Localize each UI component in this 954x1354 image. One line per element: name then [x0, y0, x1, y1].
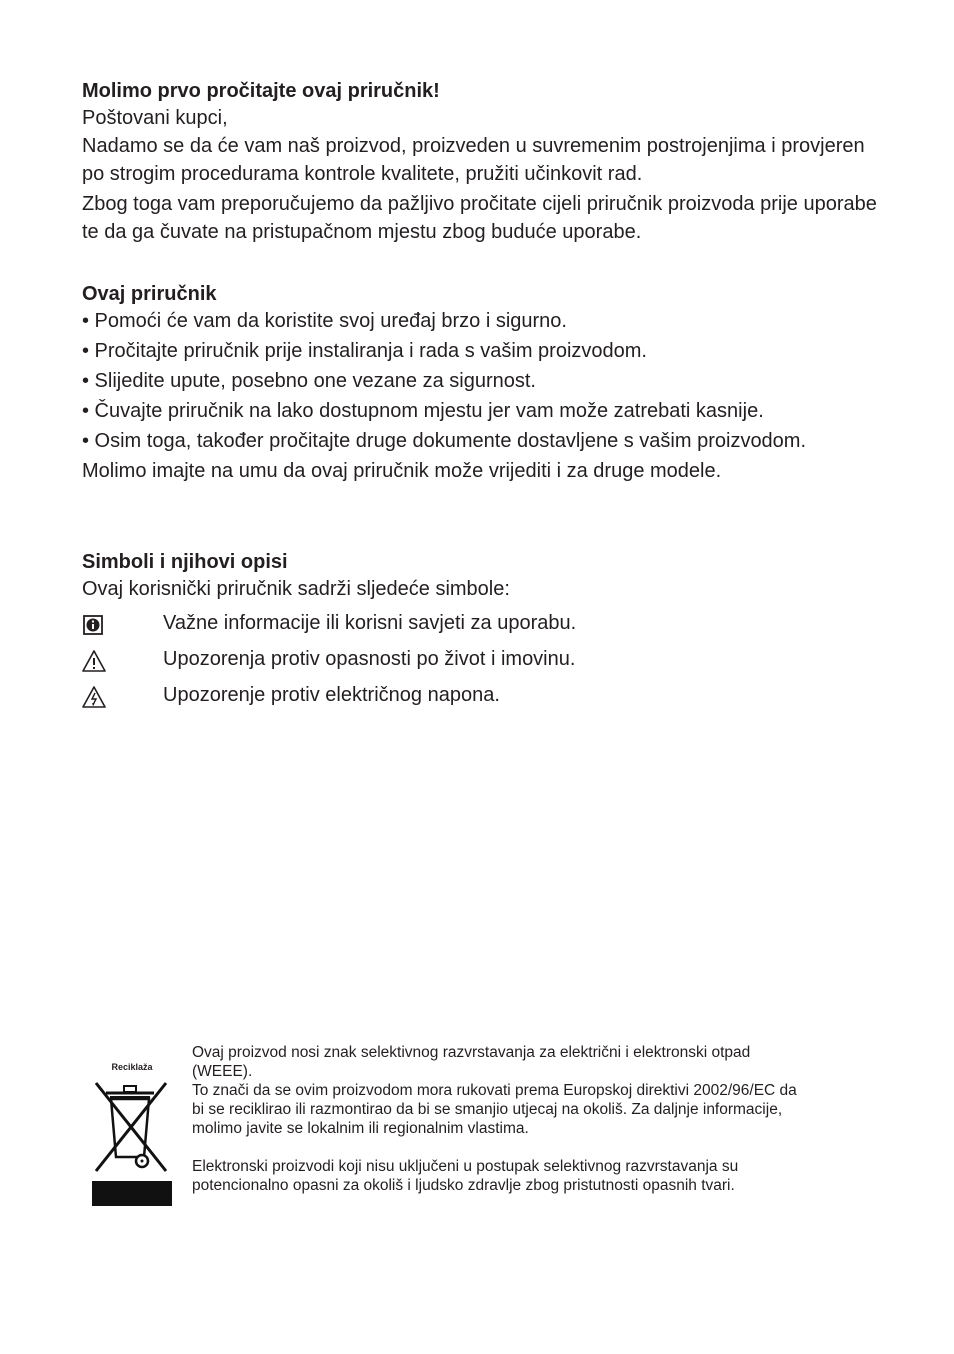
symbols-section	[82, 549, 882, 717]
symbol-text: Upozorenja protiv opasnosti po život i imovinu.	[163, 648, 576, 670]
symbol-row-warning	[82, 645, 882, 681]
crossed-bin-icon	[92, 1071, 172, 1179]
black-bar	[92, 1181, 172, 1206]
symbol-text: Važne informacije ili korisni savjeti za uporabu.	[163, 612, 577, 634]
intro-section	[82, 78, 882, 246]
symbol-text: Upozorenje protiv električnog napona.	[163, 684, 500, 706]
manual-bullet: • Čuvajte priručnik na lako dostupnom mjestu jer vam može zatrebati kasnije.	[82, 400, 764, 422]
intro-heading: Molimo prvo pročitajte ovaj priručnik!	[82, 80, 440, 102]
intro-paragraph-1: Nadamo se da će vam naš proizvod, proizveden u suvremenim postrojenjima i provjeren po strogim procedurama kontrole kvalitete, pružiti učinkovit rad.	[82, 135, 865, 185]
weee-paragraph-2: To znači da se ovim proizvodom mora rukovati prema Europskoj direktivi 2002/96/EC da bi se reciklirao ili razmontirao da bi se smanjio utjecaj na okoliš. Za daljnje informacije, molimo javite se lokalnim ili regionalnim vlastima.	[192, 1082, 797, 1137]
manual-heading: Ovaj priručnik	[82, 283, 217, 305]
warning-icon	[82, 649, 106, 673]
recycling-label: Reciklaža	[111, 1062, 153, 1072]
symbol-row-info	[82, 609, 882, 645]
manual-bullet: • Pomoći će vam da koristite svoj uređaj brzo i sigurno.	[82, 310, 567, 332]
info-icon	[82, 613, 106, 637]
weee-paragraph-3: Elektronski proizvodi koji nisu uključeni u postupak selektivnog razvrstavanja su potencionalno opasni za okoliš i ljudsko zdravlje zbog pristutnosti opasnih tvari.	[192, 1158, 739, 1194]
weee-text	[192, 1043, 812, 1195]
symbols-heading: Simboli i njihovi opisi	[82, 551, 288, 573]
intro-paragraph-2: Zbog toga vam preporučujemo da pažljivo pročitate cijeli priručnik proizvoda prije uporabe te da ga čuvate na pristupačnom mjestu zbog buduće uporabe.	[82, 193, 877, 243]
weee-paragraph-1: Ovaj proizvod nosi znak selektivnog razvrstavanja za električni i elektronski otpad (WEEE).	[192, 1044, 751, 1080]
manual-bullet: • Slijedite upute, posebno one vezane za sigurnost.	[82, 370, 536, 392]
manual-bullet: • Pročitajte priručnik prije instaliranja i rada s vašim proizvodom.	[82, 340, 647, 362]
weee-recycling-logo	[92, 1055, 172, 1207]
manual-bullet: • Osim toga, također pročitajte druge dokumente dostavljene s vašim proizvodom.	[82, 430, 807, 452]
symbols-intro: Ovaj korisnički priručnik sadrži sljedeće simbole:	[82, 578, 510, 600]
electric-warning-icon	[82, 685, 106, 709]
greeting: Poštovani kupci,	[82, 107, 228, 129]
manual-section	[82, 281, 882, 485]
symbol-row-electric	[82, 681, 882, 717]
manual-note: Molimo imajte na umu da ovaj priručnik može vrijediti i za druge modele.	[82, 460, 722, 482]
